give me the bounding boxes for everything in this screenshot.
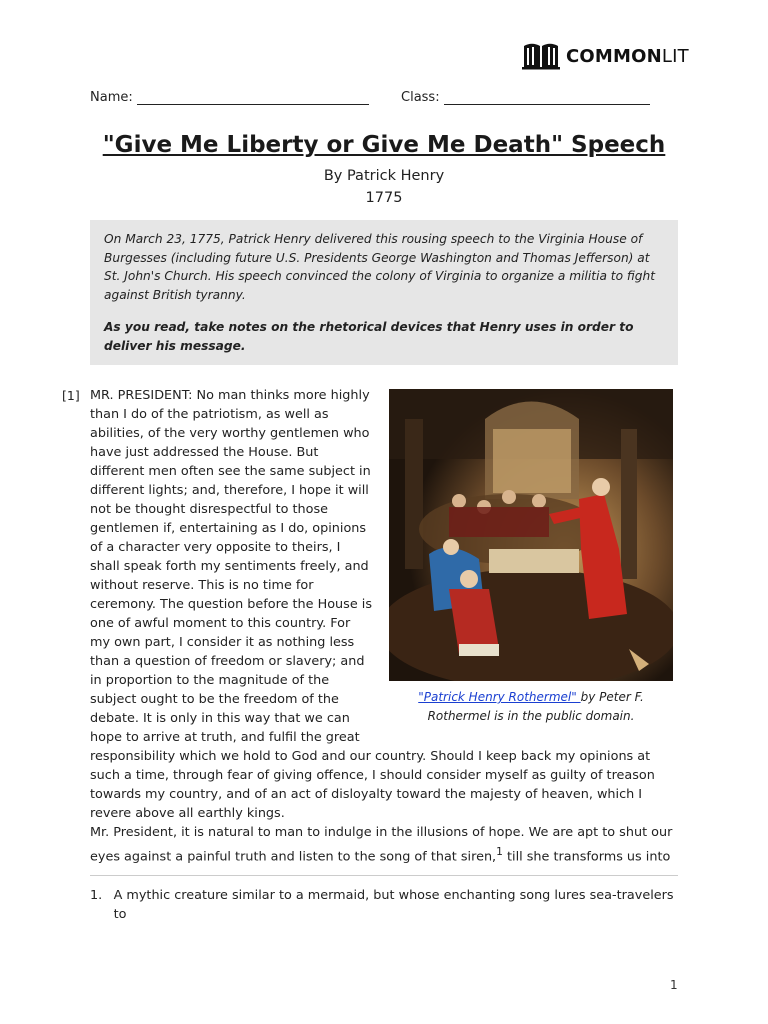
- intro-box: [90, 220, 678, 365]
- name-label: Name:: [90, 90, 133, 105]
- byline: [0, 165, 768, 209]
- logo-text: COMMONLIT: [566, 45, 689, 67]
- footnote-number: 1.: [90, 888, 103, 903]
- footnote: [90, 886, 680, 924]
- paragraph-2-text: Mr. President, it is natural to man to indulge in the illusions of hope. We are apt to shut our eyes against a painful truth and listen to the song of that siren,: [90, 825, 673, 865]
- paragraph-2-end: till she transforms us into: [502, 849, 671, 865]
- painting-image: [389, 389, 673, 681]
- paragraph-2: [90, 823, 680, 866]
- footnote-divider: [90, 875, 678, 876]
- footnote-text: A mythic creature similar to a mermaid, but whose enchanting song lures sea-travelers to: [113, 888, 674, 922]
- name-line[interactable]: [137, 90, 369, 105]
- open-book-icon: [522, 42, 560, 70]
- painting-illustration: [389, 389, 673, 681]
- class-line[interactable]: [444, 90, 650, 105]
- caption-credit: by Peter F. Rothermel is in the public domain.: [427, 690, 644, 723]
- caption-link[interactable]: "Patrick Henry Rothermel": [418, 690, 581, 704]
- name-field[interactable]: [90, 90, 369, 105]
- year: 1775: [365, 190, 403, 206]
- author: By Patrick Henry: [323, 168, 445, 184]
- page-number: 1: [670, 978, 678, 992]
- commonlit-logo: [522, 42, 689, 70]
- paragraph-number: [1]: [62, 388, 80, 403]
- reading-instruction: As you read, take notes on the rhetorical devices that Henry uses in order to deliver his message.: [104, 320, 634, 353]
- paragraph-1-text: MR. PRESIDENT: No man thinks more highly than I do of the patriotism, as well as abilities, of the very worthy gentlemen who have just addressed the House. But different men often see the same subject in different lights; and, therefore, I hope it will not be thought disrespectful to those gentlemen if, entertaining as I do, opinions of a character very opposite to theirs, I shall speak forth my sentiments freely, and without reserve. This is no time for ceremony. The question before the House is one of awful moment to this country. For my own part, I consider it as nothing less than a question of freedom or slavery; and in proportion to the magnitude of the subject ought to be the freedom of the debate. It is only in this way that we can hope to arrive at truth, and fulfil the great responsibility which we hold to God and our country. Should I keep back my opinions at such a time, through fear of giving offence, I should consider myself as guilty of treason towards my country, and of an act of disloyalty toward the majesty of heaven, which I revere above all earthly kings.: [90, 388, 655, 821]
- class-label: Class:: [401, 90, 440, 105]
- image-caption: [389, 688, 673, 726]
- footnote-ref[interactable]: 1: [496, 845, 503, 858]
- document-title: "Give Me Liberty or Give Me Death" Speech: [102, 132, 666, 158]
- intro-text: On March 23, 1775, Patrick Henry delivered this rousing speech to the Virginia House of Burgesses (including future U.S. Presidents George Washington and Thomas Jefferson) at St. John's Church. His speech convinced the colony of Virginia to organize a militia to fight against British tyranny.: [104, 232, 656, 302]
- class-field[interactable]: [401, 90, 650, 105]
